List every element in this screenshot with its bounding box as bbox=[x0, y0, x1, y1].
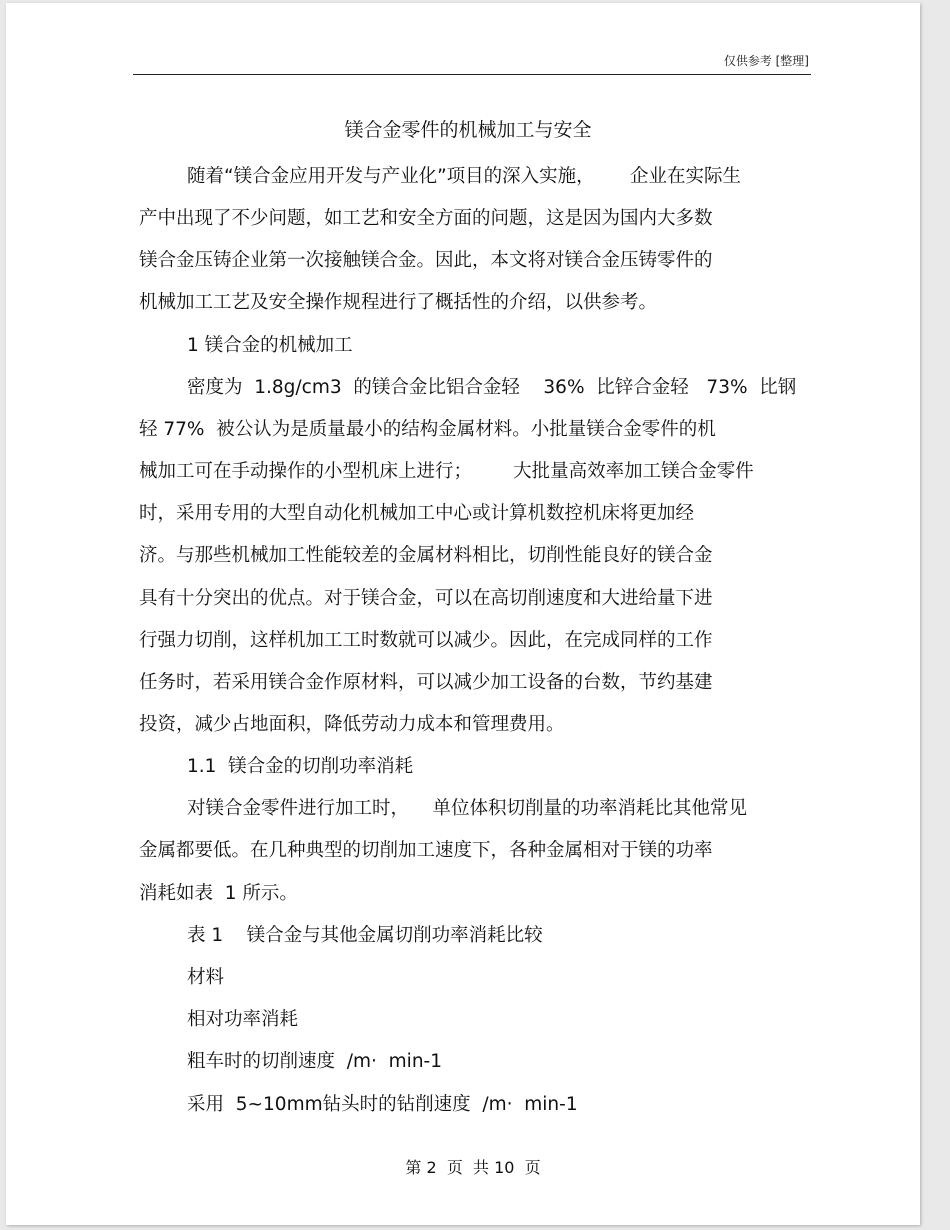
document-title: 镁合金零件的机械加工与安全 bbox=[344, 119, 592, 141]
paragraph-line: 密度为 1.8g/cm3 的镁合金比铝合金轻 36% 比锌合金轻 73% 比钢 bbox=[187, 377, 797, 398]
subsection-heading: 1.1 镁合金的切削功率消耗 bbox=[187, 756, 414, 777]
table-caption: 表 1 镁合金与其他金属切削功率消耗比较 bbox=[187, 925, 543, 946]
paragraph-line: 时，采用专用的大型自动化机械加工中心或计算机数控机床将更加经 bbox=[139, 503, 695, 524]
paragraph-line: 行强力切削，这样机加工工时数就可以减少。因此，在完成同样的工作 bbox=[139, 630, 713, 651]
table-header-cell: 材料 bbox=[187, 967, 225, 988]
paragraph-line: 任务时，若采用镁合金作原材料，可以减少加工设备的台数，节约基建 bbox=[139, 672, 713, 693]
page-footer: 第 2 页 共 10 页 bbox=[405, 1158, 541, 1177]
table-header-cell: 采用 5~10mm钻头时的钻削速度 /m· min-1 bbox=[187, 1094, 578, 1115]
section-heading: 1 镁合金的机械加工 bbox=[187, 335, 353, 356]
paragraph-line: 投资，减少占地面积，降低劳动力成本和管理费用。 bbox=[139, 714, 565, 735]
paragraph-line: 济。与那些机械加工性能较差的金属材料相比，切削性能良好的镁合金 bbox=[139, 545, 713, 566]
paragraph-line: 械加工可在手动操作的小型机床上进行； 大批量高效率加工镁合金零件 bbox=[139, 461, 754, 482]
paragraph-line: 对镁合金零件进行加工时， 单位体积切削量的功率消耗比其他常见 bbox=[187, 798, 748, 819]
header-divider bbox=[133, 74, 811, 75]
paragraph-line: 镁合金压铸企业第一次接触镁合金。因此，本文将对镁合金压铸零件的 bbox=[139, 250, 713, 271]
paragraph-line: 金属都要低。在几种典型的切削加工速度下，各种金属相对于镁的功率 bbox=[139, 840, 713, 861]
paragraph-line: 具有十分突出的优点。对于镁合金，可以在高切削速度和大进给量下进 bbox=[139, 588, 713, 609]
paragraph-line: 产中出现了不少问题，如工艺和安全方面的问题，这是因为国内大多数 bbox=[139, 208, 713, 229]
page-header: 仅供参考 [整理] bbox=[723, 54, 809, 68]
table-header-cell: 粗车时的切削速度 /m· min-1 bbox=[187, 1051, 442, 1072]
paragraph-line: 机械加工工艺及安全操作规程进行了概括性的介绍，以供参考。 bbox=[139, 292, 658, 313]
paragraph-line: 随着“镁合金应用开发与产业化”项目的深入实施， 企业在实际生 bbox=[187, 166, 741, 187]
paragraph-line: 轻 77% 被公认为是质量最小的结构金属材料。小批量镁合金零件的机 bbox=[139, 419, 716, 440]
table-header-cell: 相对功率消耗 bbox=[187, 1009, 299, 1030]
paragraph-line: 消耗如表 1 所示。 bbox=[139, 883, 298, 904]
